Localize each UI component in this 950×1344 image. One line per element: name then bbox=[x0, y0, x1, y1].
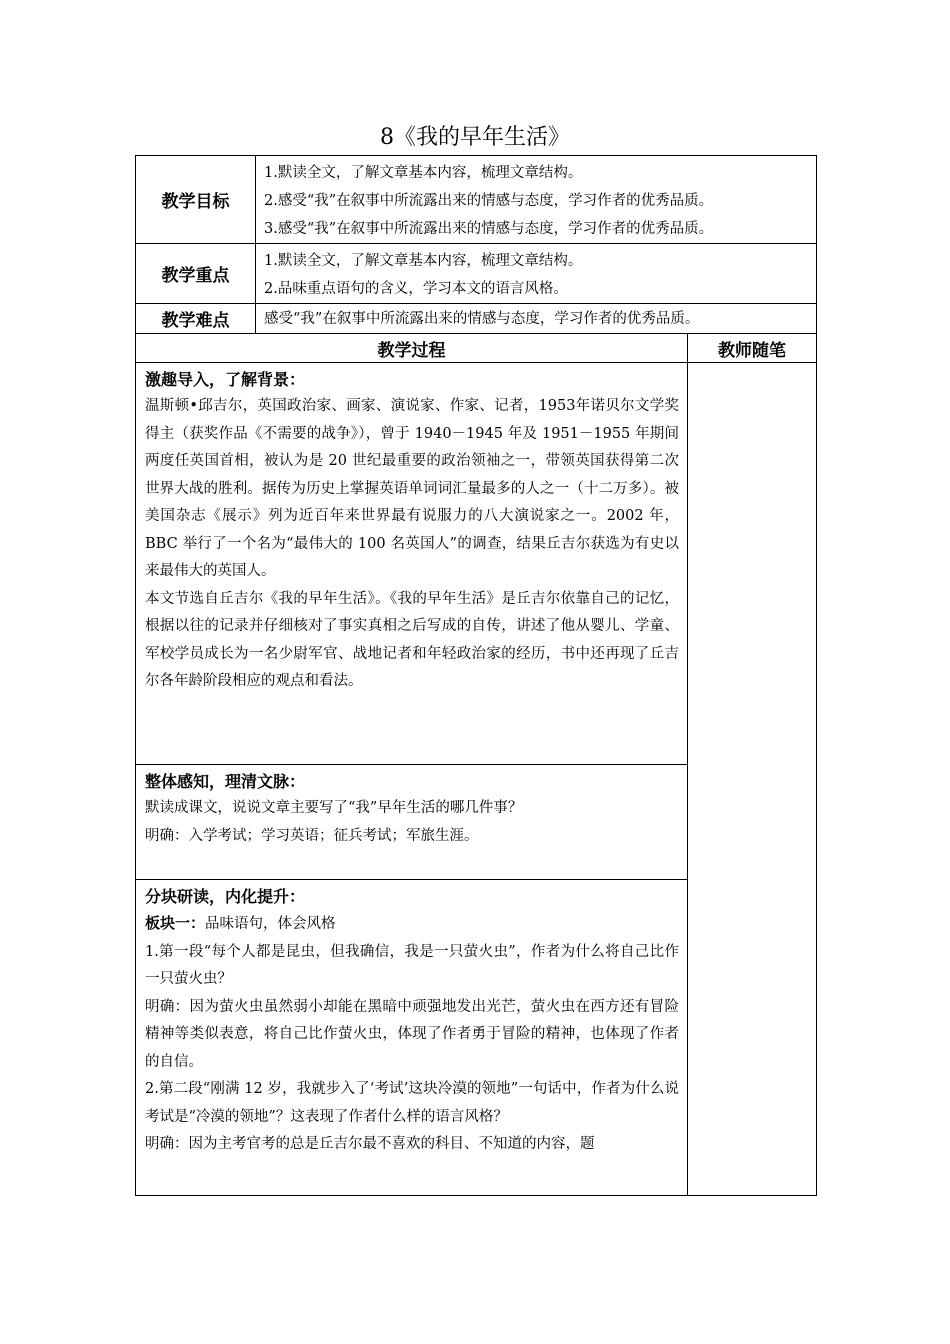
overview-title: 整体感知，理清文脉： bbox=[145, 772, 306, 791]
study-question: 2.第二段“刚满 12 岁，我就步入了‘考试’这块冷漠的领地”一句话中，作者为什么说考试是“冷漠的领地”？这表现了作者什么样的语言风格？ bbox=[145, 1081, 679, 1125]
block-heading bbox=[145, 910, 679, 939]
lesson-plan-table bbox=[135, 155, 817, 1196]
page-title: 8《我的早年生活》 bbox=[380, 125, 570, 150]
column-header-row bbox=[136, 334, 817, 363]
block-label: 板块一： bbox=[145, 914, 206, 932]
objectives-label: 教学目标 bbox=[136, 156, 256, 244]
objectives-row bbox=[136, 156, 817, 244]
difficulty-content bbox=[256, 304, 817, 334]
difficulty-row bbox=[136, 304, 817, 334]
intro-row bbox=[136, 363, 817, 765]
study-title: 分块研读，内化提升： bbox=[145, 887, 306, 906]
key-points-label: 教学重点 bbox=[136, 244, 256, 304]
overview-question: 默读成课文，说说文章主要写了“我”早年生活的哪几件事？ bbox=[145, 800, 523, 816]
study-section bbox=[136, 880, 688, 1196]
intro-section bbox=[136, 363, 688, 765]
objective-item: 2.感受“我”在叙事中所流露出来的情感与态度，学习作者的优秀品质。 bbox=[264, 193, 714, 209]
difficulty-label: 教学难点 bbox=[136, 304, 256, 334]
intro-paragraph: 本文节选自丘吉尔《我的早年生活》。《我的早年生活》是丘吉尔依靠自己的记忆，根据以往的记录并仔细核对了事实真相之后写成的自传，讲述了他从婴儿、学童、军校学员成长为一名少尉军官、战地记者和年轻政治家的经历，书中还再现了丘吉尔各年龄阶段相应的观点和看法。 bbox=[145, 590, 679, 689]
block-text: 品味语句，体会风格 bbox=[205, 916, 336, 932]
key-point-item: 2.品味重点语句的含义，学习本文的语言风格。 bbox=[264, 281, 568, 297]
study-question: 1.第一段“每个人都是昆虫，但我确信，我是一只萤火虫”，作者为什么将自己比作一只萤火虫？ bbox=[145, 943, 679, 987]
intro-paragraph: 温斯顿•邱吉尔，英国政治家、画家、演说家、作家、记者，1953年诺贝尔文学奖得主（获奖作品《不需要的战争》），曾于 1940－1945 年及 1951－1955 年期间两度任英国首相，被认为是 20 世纪最重要的政治领袖之一，带领英国获得第二次世界大战的胜利。据传为历史上掌握英语单词词汇量最多的人之一（十二万多）。被美国杂志《展示》列为近百年来世界最有说服力的八大演说家之一。2002 年，BBC 举行了一个名为“最伟大的 100 名英国人”的调查，结果丘吉尔获选为有史以来最伟大的英国人。 bbox=[145, 398, 679, 579]
study-answer: 明确：因为萤火虫虽然弱小却能在黑暗中顽强地发出光芒，萤火虫在西方还有冒险精神等类似表意，将自己比作萤火虫，体现了作者勇于冒险的精神，也体现了作者的自信。 bbox=[145, 998, 679, 1070]
intro-title: 激趣导入，了解背景： bbox=[145, 370, 306, 389]
difficulty-text: 感受“我”在叙事中所流露出来的情感与态度，学习作者的优秀品质。 bbox=[264, 310, 700, 327]
key-points-row bbox=[136, 244, 817, 304]
process-header: 教学过程 bbox=[136, 334, 688, 363]
key-points-content bbox=[256, 244, 817, 304]
objectives-content bbox=[256, 156, 817, 244]
notes-header: 教师随笔 bbox=[688, 334, 817, 363]
objective-item: 3.感受“我”在叙事中所流露出来的情感与态度，学习作者的优秀品质。 bbox=[264, 221, 714, 237]
overview-answer: 明确：入学考试；学习英语；征兵考试；军旅生涯。 bbox=[145, 827, 479, 844]
overview-section bbox=[136, 765, 688, 880]
teacher-notes-cell bbox=[688, 363, 817, 1196]
study-answer: 明确：因为主考官考的总是丘吉尔最不喜欢的科目、不知道的内容，题 bbox=[145, 1136, 595, 1152]
key-point-item: 1.默读全文，了解文章基本内容，梳理文章结构。 bbox=[264, 253, 583, 269]
objective-item: 1.默读全文，了解文章基本内容，梳理文章结构。 bbox=[264, 165, 583, 181]
